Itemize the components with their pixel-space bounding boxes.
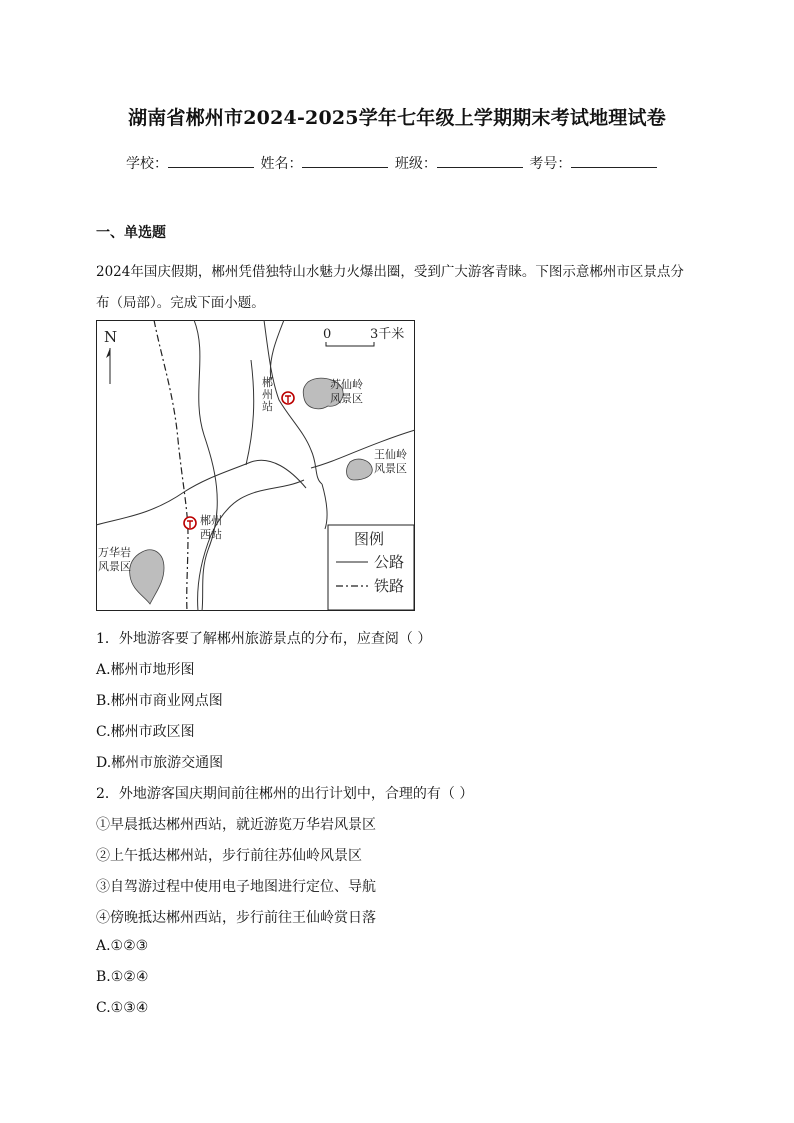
chenzhou-station-icon: [282, 392, 294, 404]
suxianling-label: 苏仙岭: [330, 378, 363, 391]
class-label: 班级：: [394, 156, 437, 172]
name-blank: [302, 155, 388, 168]
question-2-statement-4: ④傍晚抵达郴州西站，步行前往王仙岭赏日落: [96, 910, 376, 926]
school-blank: [168, 155, 254, 168]
intro-paragraph: 2024年国庆假期，郴州凭借独特山水魅力火爆出圈，受到广大游客青睐。下图示意郴州市区景点分布（局部）。完成下面小题。: [96, 264, 684, 311]
question-1-option-c: C.郴州市政区图: [96, 724, 195, 740]
question-2-statement-2: ②上午抵达郴州站，步行前往苏仙岭风景区: [96, 848, 362, 864]
number-label: 考号：: [529, 156, 572, 172]
svg-text:3千米: 3千米: [370, 327, 405, 342]
wanhuayan-label-2: 风景区: [98, 560, 131, 573]
chenzhou-station-label-1: 郴: [262, 376, 273, 389]
wanhuayan-label: 万华岩: [98, 546, 131, 559]
suxianling-label-2: 风景区: [330, 392, 363, 405]
wangxianling-label: 王仙岭: [374, 448, 407, 461]
legend-rail-label: 铁路: [374, 577, 405, 595]
question-2-stem: 2．外地游客国庆期间前往郴州的出行计划中，合理的有（ ）: [96, 786, 474, 802]
student-info-row: [126, 153, 659, 173]
class-blank: [437, 155, 523, 168]
question-2-option-c: C.①③④: [96, 1000, 149, 1016]
question-2-option-a: A.①②③: [96, 938, 149, 954]
question-1-option-b: B.郴州市商业网点图: [96, 693, 223, 709]
question-1-stem: 1．外地游客要了解郴州旅游景点的分布，应查阅（ ）: [96, 631, 432, 647]
west-station-label: 郴州: [200, 514, 222, 527]
chenzhou-station-label-3: 站: [262, 400, 273, 413]
name-label: 姓名：: [260, 156, 303, 172]
number-blank: [571, 155, 657, 168]
wangxianling-label-2: 风景区: [374, 462, 407, 475]
west-station-icon: [184, 517, 196, 529]
question-1-option-d: D.郴州市旅游交通图: [96, 755, 224, 771]
question-2-statement-3: ③自驾游过程中使用电子地图进行定位、导航: [96, 879, 376, 895]
map-legend: [328, 525, 414, 610]
question-2-statement-1: ①早晨抵达郴州西站，就近游览万华岩风景区: [96, 817, 376, 833]
section-heading: 一、单选题: [96, 225, 166, 241]
question-2-option-b: B.①②④: [96, 969, 149, 985]
legend-road-label: 公路: [374, 553, 405, 571]
svg-text:N: N: [104, 328, 118, 346]
svg-text:0: 0: [323, 327, 332, 342]
west-station-label-2: 西站: [200, 528, 222, 541]
chenzhou-station-label-2: 州: [262, 388, 273, 401]
legend-title: 图例: [354, 530, 385, 548]
scenic-spot-map: [96, 320, 416, 612]
wangxianling-area: [347, 459, 373, 480]
question-1-option-a: A.郴州市地形图: [96, 662, 195, 678]
school-label: 学校：: [126, 156, 168, 172]
exam-title: 湖南省郴州市2024-2025学年七年级上学期期末考试地理试卷: [128, 107, 666, 129]
